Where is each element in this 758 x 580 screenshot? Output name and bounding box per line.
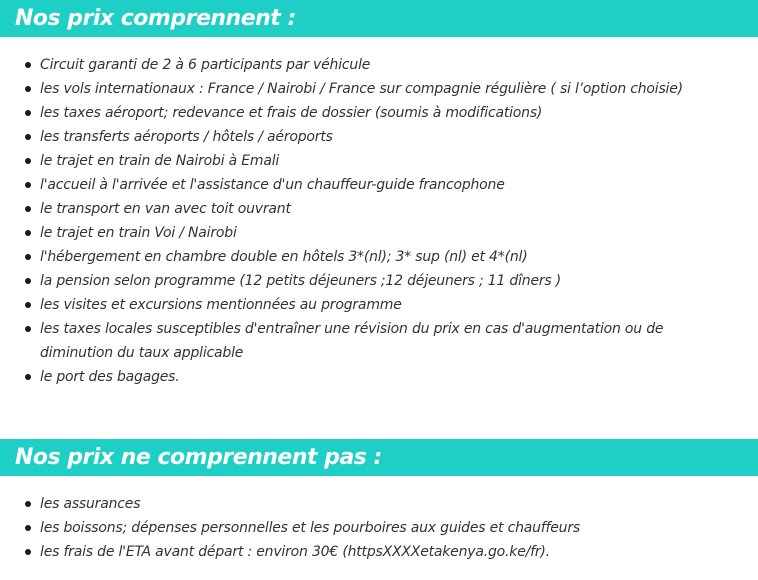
bullet-icon bbox=[25, 110, 31, 116]
list-item-text: les taxes locales susceptibles d'entraîner une révision du prix en cas d'augmentation ou de diminution du taux applicable bbox=[40, 321, 664, 361]
list-item-text: les frais de l'ETA avant départ : environ 30€ (httpsXXXXetakenya.go.ke/fr). bbox=[40, 544, 550, 560]
list-item bbox=[0, 149, 758, 173]
bullet-icon bbox=[25, 158, 31, 164]
list-item bbox=[0, 516, 758, 540]
bullet-icon bbox=[25, 206, 31, 212]
list-item bbox=[0, 221, 758, 245]
bullet-icon bbox=[25, 254, 31, 260]
list-item bbox=[0, 125, 758, 149]
list-item-text: les visites et excursions mentionnées au programme bbox=[40, 297, 402, 313]
excluded-header bbox=[0, 439, 758, 476]
list-item bbox=[0, 317, 758, 365]
excluded-section bbox=[0, 439, 758, 564]
list-item-text: les vols internationaux : France / Nairobi / France sur compagnie régulière ( si l’option choisie) bbox=[40, 81, 683, 97]
list-item-text: les assurances bbox=[40, 496, 141, 512]
included-header bbox=[0, 0, 758, 37]
bullet-icon bbox=[25, 230, 31, 236]
list-item bbox=[0, 53, 758, 77]
included-title: Nos prix comprennent : bbox=[15, 6, 296, 31]
list-item-text: le port des bagages. bbox=[40, 369, 180, 385]
bullet-icon bbox=[25, 62, 31, 68]
list-item-text: les transferts aéroports / hôtels / aéroports bbox=[40, 129, 333, 145]
list-item bbox=[0, 77, 758, 101]
list-item bbox=[0, 492, 758, 516]
list-item bbox=[0, 245, 758, 269]
list-item-text: l'hébergement en chambre double en hôtels 3*(nl); 3* sup (nl) et 4*(nl) bbox=[40, 249, 528, 265]
excluded-list bbox=[0, 492, 758, 564]
list-item bbox=[0, 101, 758, 125]
list-item-text: Circuit garanti de 2 à 6 participants par véhicule bbox=[40, 57, 371, 73]
list-item-text: la pension selon programme (12 petits déjeuners ;12 déjeuners ; 11 dîners ) bbox=[40, 273, 562, 289]
bullet-icon bbox=[25, 302, 31, 308]
bullet-icon bbox=[25, 86, 31, 92]
list-item bbox=[0, 269, 758, 293]
list-item bbox=[0, 197, 758, 221]
list-item-text: le transport en van avec toit ouvrant bbox=[40, 201, 291, 217]
excluded-title: Nos prix ne comprennent pas : bbox=[15, 445, 382, 470]
included-list bbox=[0, 53, 758, 389]
list-item-text: les boissons; dépenses personnelles et les pourboires aux guides et chauffeurs bbox=[40, 520, 580, 536]
bullet-icon bbox=[25, 278, 31, 284]
list-item-text: les taxes aéroport; redevance et frais de dossier (soumis à modifications) bbox=[40, 105, 543, 121]
list-item-text: le trajet en train de Nairobi à Emali bbox=[40, 153, 280, 169]
list-item bbox=[0, 540, 758, 564]
list-item bbox=[0, 365, 758, 389]
bullet-icon bbox=[25, 326, 31, 332]
list-item bbox=[0, 293, 758, 317]
bullet-icon bbox=[25, 549, 31, 555]
bullet-icon bbox=[25, 374, 31, 380]
bullet-icon bbox=[25, 182, 31, 188]
bullet-icon bbox=[25, 501, 31, 507]
list-item-text: l'accueil à l'arrivée et l'assistance d'un chauffeur-guide francophone bbox=[40, 177, 505, 193]
bullet-icon bbox=[25, 134, 31, 140]
bullet-icon bbox=[25, 525, 31, 531]
list-item-text: le trajet en train Voi / Nairobi bbox=[40, 225, 237, 241]
list-item bbox=[0, 173, 758, 197]
